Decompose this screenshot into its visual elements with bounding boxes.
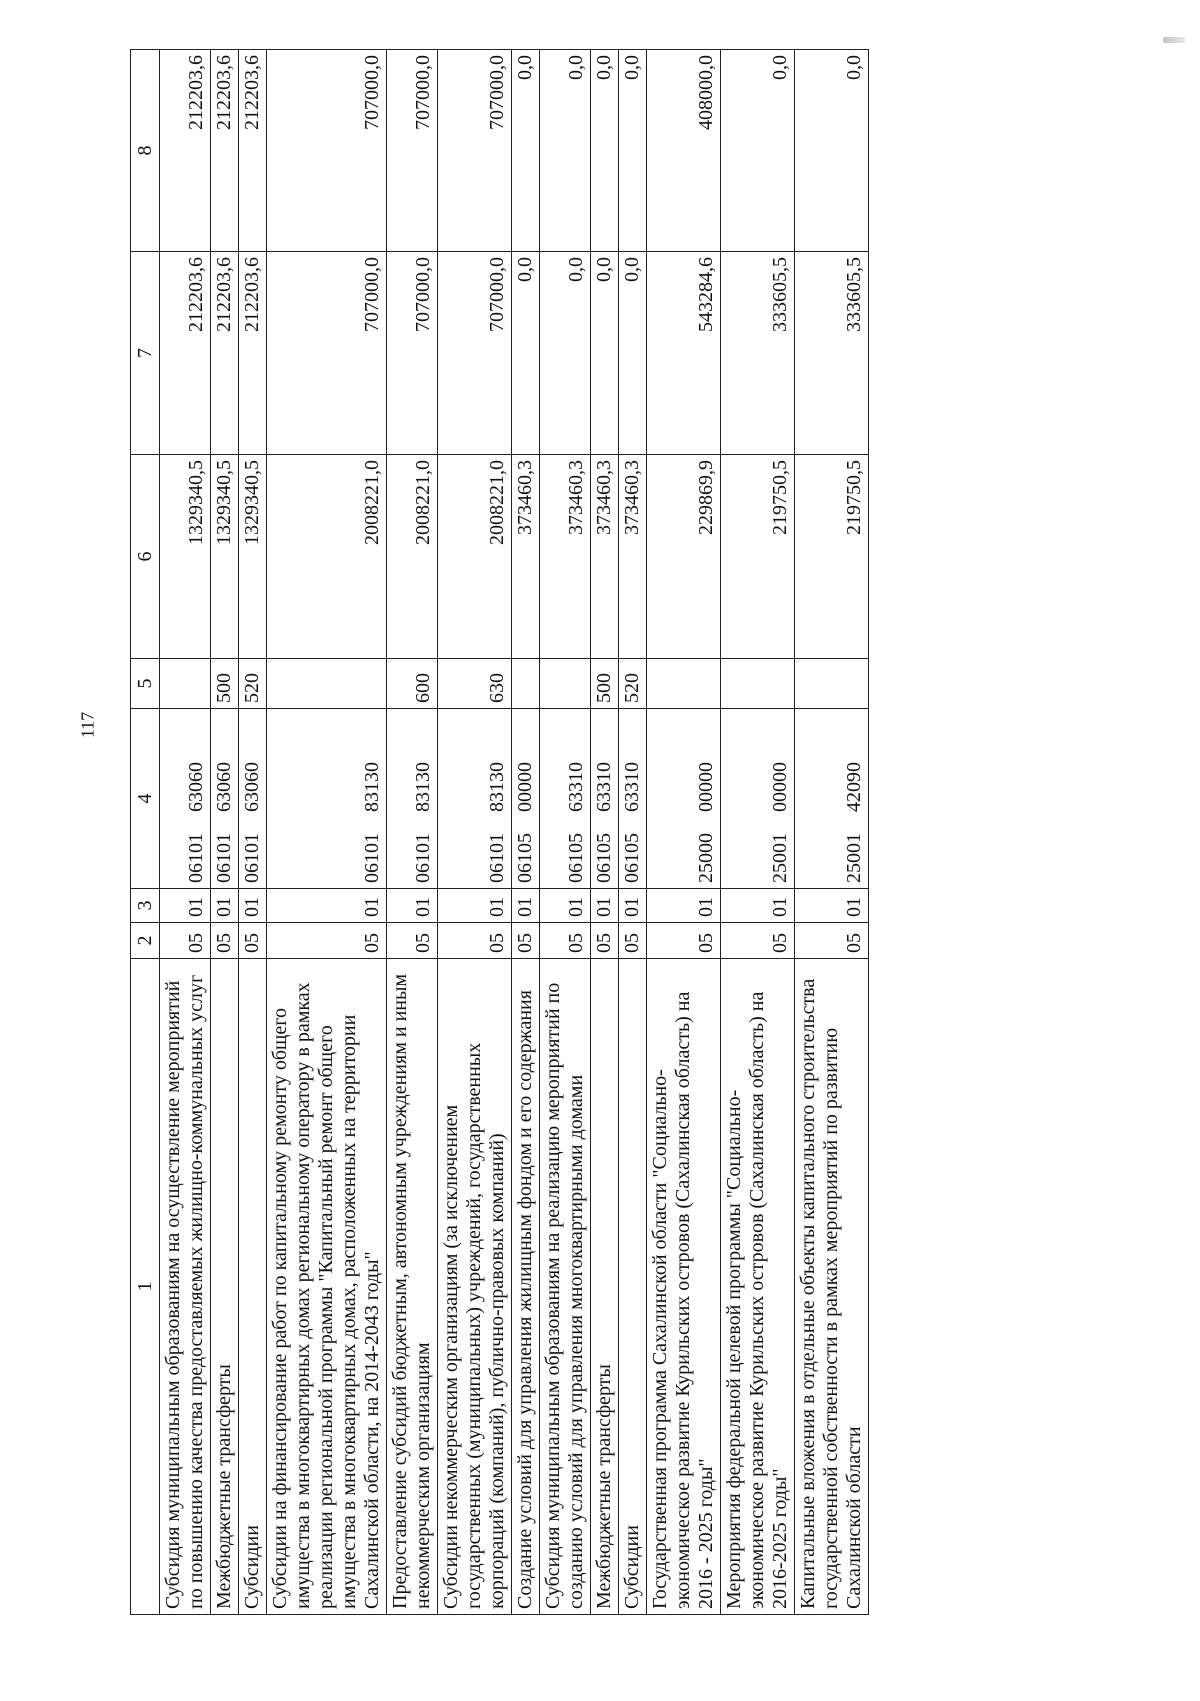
direction-code: 83130 [412, 762, 434, 812]
direction-code: 63310 [565, 762, 587, 812]
row-rz-cell: 05 [540, 923, 591, 959]
row-col8-cell: 212203,6 [211, 50, 239, 252]
direction-code: 63060 [213, 762, 235, 812]
table-row [267, 50, 387, 1615]
row-col8-cell: 408000,0 [647, 50, 721, 252]
row-rz-cell: 05 [387, 923, 438, 959]
row-col7-cell: 212203,6 [211, 252, 239, 455]
row-rz-cell: 05 [721, 923, 795, 959]
row-rz-cell: 05 [647, 923, 721, 959]
table-row [591, 50, 619, 1615]
row-col7-cell: 212203,6 [160, 252, 211, 455]
row-col7-cell: 0,0 [512, 252, 540, 455]
row-col6-cell: 219750,5 [721, 455, 795, 659]
row-rz-cell: 05 [591, 923, 619, 959]
row-vr-cell [721, 659, 795, 709]
row-target-code-cell [619, 709, 647, 889]
budget-table [130, 49, 869, 1615]
row-col7-cell: 707000,0 [267, 252, 387, 455]
row-rz-cell: 05 [512, 923, 540, 959]
row-pr-cell: 01 [795, 889, 869, 923]
row-col7-cell: 707000,0 [438, 252, 512, 455]
header-cell: 6 [131, 455, 160, 659]
row-col6-cell: 2008221,0 [438, 455, 512, 659]
direction-code: 83130 [486, 762, 508, 812]
program-code: 06105 [593, 833, 615, 883]
table-row [721, 50, 795, 1615]
row-col7-cell: 0,0 [540, 252, 591, 455]
program-code: 06101 [412, 833, 434, 883]
row-col6-cell: 1329340,5 [160, 455, 211, 659]
row-col7-cell: 333605,5 [721, 252, 795, 455]
row-pr-cell: 01 [160, 889, 211, 923]
row-rz-cell: 05 [619, 923, 647, 959]
row-target-code-cell [267, 709, 387, 889]
row-rz-cell: 05 [267, 923, 387, 959]
program-code: 06101 [213, 833, 235, 883]
row-target-code-cell [239, 709, 267, 889]
row-target-code-cell [591, 709, 619, 889]
program-code: 06101 [361, 833, 383, 883]
header-cell: 2 [131, 923, 160, 959]
table-row [619, 50, 647, 1615]
row-name-cell: Субсидии [239, 959, 267, 1615]
row-vr-cell [540, 659, 591, 709]
table-row [512, 50, 540, 1615]
direction-code: 00000 [769, 762, 791, 812]
row-target-code-cell [512, 709, 540, 889]
row-vr-cell [512, 659, 540, 709]
row-col8-cell: 707000,0 [438, 50, 512, 252]
row-col8-cell: 0,0 [540, 50, 591, 252]
row-pr-cell: 01 [387, 889, 438, 923]
direction-code: 63060 [185, 762, 207, 812]
program-code: 06105 [514, 833, 536, 883]
row-target-code-cell [387, 709, 438, 889]
table-row [211, 50, 239, 1615]
header-cell: 7 [131, 252, 160, 455]
table-row [438, 50, 512, 1615]
row-pr-cell: 01 [647, 889, 721, 923]
program-code: 06105 [621, 833, 643, 883]
row-col8-cell: 212203,6 [239, 50, 267, 252]
row-vr-cell [647, 659, 721, 709]
row-name-cell: Субсидии [619, 959, 647, 1615]
row-name-cell: Межбюджетные трансферты [591, 959, 619, 1615]
row-pr-cell: 01 [211, 889, 239, 923]
program-code: 06101 [185, 833, 207, 883]
row-pr-cell: 01 [438, 889, 512, 923]
row-vr-cell: 520 [619, 659, 647, 709]
row-col7-cell: 212203,6 [239, 252, 267, 455]
header-cell: 5 [131, 659, 160, 709]
row-name-cell: Мероприятия федеральной целевой программы "Социально-экономическое развитие Курильских островов (Сахалинская область) на 2016-2025 годы" [721, 959, 795, 1615]
direction-code: 00000 [514, 762, 536, 812]
row-col6-cell: 219750,5 [795, 455, 869, 659]
direction-code: 63060 [241, 762, 263, 812]
row-col7-cell: 0,0 [619, 252, 647, 455]
row-pr-cell: 01 [591, 889, 619, 923]
header-cell: 4 [131, 709, 160, 889]
row-col8-cell: 212203,6 [160, 50, 211, 252]
row-col6-cell: 373460,3 [540, 455, 591, 659]
row-vr-cell [267, 659, 387, 709]
table-row [795, 50, 869, 1615]
program-code: 25000 [695, 833, 717, 883]
row-col8-cell: 0,0 [619, 50, 647, 252]
header-cell: 1 [131, 959, 160, 1615]
row-col8-cell: 0,0 [795, 50, 869, 252]
program-code: 06101 [241, 833, 263, 883]
header-cell: 3 [131, 889, 160, 923]
row-col7-cell: 0,0 [591, 252, 619, 455]
scan-artifact [1163, 37, 1185, 43]
table-row [387, 50, 438, 1615]
row-pr-cell: 01 [239, 889, 267, 923]
table-row [540, 50, 591, 1615]
header-cell: 8 [131, 50, 160, 252]
row-col8-cell: 707000,0 [267, 50, 387, 252]
row-name-cell: Межбюджетные трансферты [211, 959, 239, 1615]
row-target-code-cell [160, 709, 211, 889]
row-vr-cell: 520 [239, 659, 267, 709]
row-rz-cell: 05 [795, 923, 869, 959]
rotated-page-content [130, 50, 1200, 1615]
row-vr-cell: 500 [211, 659, 239, 709]
row-pr-cell: 01 [512, 889, 540, 923]
row-pr-cell: 01 [619, 889, 647, 923]
row-target-code-cell [795, 709, 869, 889]
row-vr-cell: 600 [387, 659, 438, 709]
row-col6-cell: 373460,3 [512, 455, 540, 659]
row-col6-cell: 2008221,0 [267, 455, 387, 659]
direction-code: 83130 [361, 762, 383, 812]
row-col6-cell: 1329340,5 [239, 455, 267, 659]
row-vr-cell [160, 659, 211, 709]
row-col6-cell: 1329340,5 [211, 455, 239, 659]
table-row [239, 50, 267, 1615]
row-pr-cell: 01 [267, 889, 387, 923]
row-vr-cell: 630 [438, 659, 512, 709]
row-col8-cell: 0,0 [591, 50, 619, 252]
row-name-cell: Капитальные вложения в отдельные объекты капитального строительства государственной собственности в рамках мероприятий по развитию Сахалинской области [795, 959, 869, 1615]
row-col8-cell: 707000,0 [387, 50, 438, 252]
row-target-code-cell [647, 709, 721, 889]
row-rz-cell: 05 [438, 923, 512, 959]
budget-table-container [130, 50, 1200, 1615]
row-name-cell: Субсидии некоммерческим организациям (за исключением государственных (муниципальных) учреждений, государственных корпораций (компаний), публично-правовых компаний) [438, 959, 512, 1615]
direction-code: 00000 [695, 762, 717, 812]
row-rz-cell: 05 [211, 923, 239, 959]
table-row [647, 50, 721, 1615]
row-name-cell: Субсидия муниципальным образованиям на осуществление мероприятий по повышению качества предоставляемых жилищно-коммунальных услуг [160, 959, 211, 1615]
row-name-cell: Субсидия муниципальным образованиям на реализацию мероприятий по созданию условий для управления многоквартирными домами [540, 959, 591, 1615]
row-pr-cell: 01 [721, 889, 795, 923]
row-pr-cell: 01 [540, 889, 591, 923]
row-col8-cell: 0,0 [721, 50, 795, 252]
row-name-cell: Создание условий для управления жилищным фондом и его содержания [512, 959, 540, 1615]
row-col6-cell: 373460,3 [619, 455, 647, 659]
row-name-cell: Субсидии на финансирование работ по капитальному ремонту общего имущества в многоквартирных домах региональному оператору в рамках реализации региональной программы "Капитальный ремонт общего имущества в многоквартирных домах, расположенных на территории Сахалинской области, на 2014-2043 годы" [267, 959, 387, 1615]
program-code: 06105 [565, 833, 587, 883]
direction-code: 42090 [843, 762, 865, 812]
table-row [160, 50, 211, 1615]
row-target-code-cell [721, 709, 795, 889]
direction-code: 63310 [593, 762, 615, 812]
program-code: 06101 [486, 833, 508, 883]
row-vr-cell [795, 659, 869, 709]
row-name-cell: Предоставление субсидий бюджетным, автономным учреждениям и иным некоммерческим организациям [387, 959, 438, 1615]
row-rz-cell: 05 [160, 923, 211, 959]
row-col6-cell: 229869,9 [647, 455, 721, 659]
row-col7-cell: 333605,5 [795, 252, 869, 455]
direction-code: 63310 [621, 762, 643, 812]
row-col6-cell: 373460,3 [591, 455, 619, 659]
table-body [160, 50, 869, 1615]
row-target-code-cell [438, 709, 512, 889]
program-code: 25001 [769, 833, 791, 883]
header-row [131, 50, 160, 1615]
page-number-text: 117 [77, 711, 98, 739]
row-target-code-cell [540, 709, 591, 889]
row-col7-cell: 543284,6 [647, 252, 721, 455]
program-code: 25001 [843, 833, 865, 883]
row-col8-cell: 0,0 [512, 50, 540, 252]
row-rz-cell: 05 [239, 923, 267, 959]
row-target-code-cell [211, 709, 239, 889]
page-number [77, 711, 98, 739]
row-vr-cell: 500 [591, 659, 619, 709]
row-col6-cell: 2008221,0 [387, 455, 438, 659]
row-col7-cell: 707000,0 [387, 252, 438, 455]
row-name-cell: Государственная программа Сахалинской области "Социально-экономическое развитие Курильских островов (Сахалинская область) на 2016 - 2025 годы" [647, 959, 721, 1615]
